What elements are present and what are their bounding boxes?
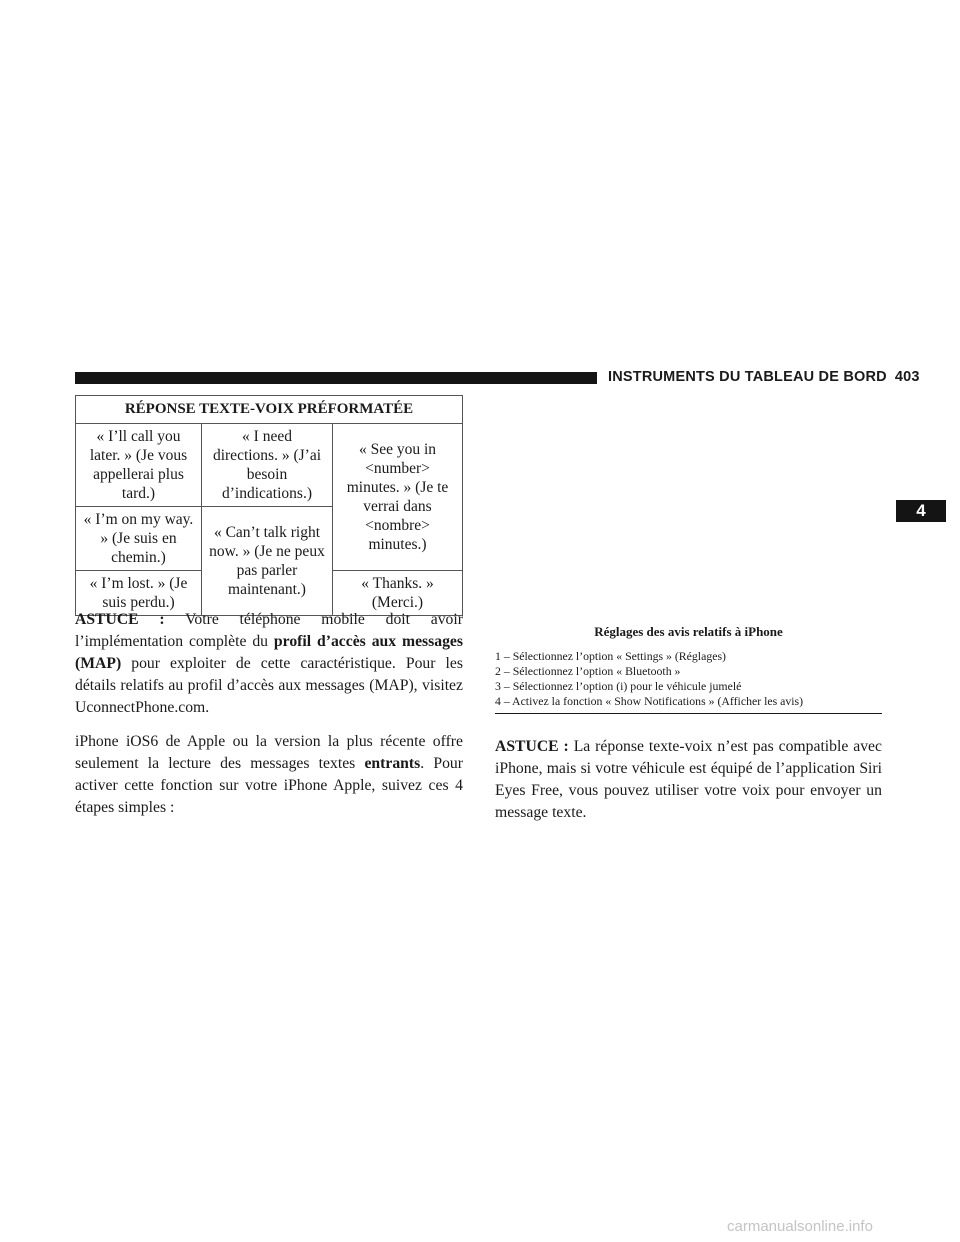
tip-paragraph xyxy=(495,736,882,824)
table-header-row xyxy=(76,396,463,424)
text-run: pour exploiter de cette caractéristique. Pour les détails relatifs au profil d’accès aux messages (MAP), visitez UconnectPhone.com. xyxy=(75,655,463,716)
left-body-text xyxy=(75,609,463,831)
section-title: INSTRUMENTS DU TABLEAU DE BORD xyxy=(608,369,887,385)
text-run: . Pour activer cette fonction sur votre iPhone Apple, suivez ces 4 étapes simples : xyxy=(75,755,463,816)
text-run: La réponse texte-voix n’est pas compatible avec iPhone, mais si votre véhicule est équipé de l’application Siri Eyes Free, vous pouvez utiliser votre voix pour envoyer un message texte. xyxy=(495,738,882,821)
table-cell: « I’m lost. » (Je suis perdu.) xyxy=(76,571,202,616)
text-run: iPhone iOS6 de Apple ou la version la plus récente offre seulement la lecture des messages textes xyxy=(75,733,463,772)
table-cell: « Can’t talk right now. » (Je ne peux pas parler maintenant.) xyxy=(202,507,333,616)
page-number: 403 xyxy=(894,369,920,385)
tip-paragraph xyxy=(75,609,463,719)
bold-term: entrants xyxy=(364,755,421,772)
table-cell: « See you in <number> minutes. » (Je te verrai dans <nombre> minutes.) xyxy=(333,424,463,571)
tip-label: ASTUCE : xyxy=(75,611,165,628)
watermark: carmanualsonline.info xyxy=(727,1218,873,1235)
table-title: RÉPONSE TEXTE-VOIX PRÉFORMATÉE xyxy=(76,396,463,424)
caption-item: 2 – Sélectionnez l’option « Bluetooth » xyxy=(495,664,681,678)
preset-replies-table xyxy=(75,395,463,616)
caption-item: 3 – Sélectionnez l’option (i) pour le véhicule jumelé xyxy=(495,679,742,693)
caption-item: 1 – Sélectionnez l’option « Settings » (Réglages) xyxy=(495,649,726,663)
table-cell: « I’m on my way. » (Je suis en chemin.) xyxy=(76,507,202,571)
text-run: Votre téléphone mobile doit avoir l’implémentation complète du xyxy=(75,611,463,650)
table-cell: « Thanks. » (Merci.) xyxy=(333,571,463,616)
caption-list xyxy=(495,649,882,709)
table-cell: « I need directions. » (J’ai besoin d’indications.) xyxy=(202,424,333,507)
caption-item: 4 – Activez la fonction « Show Notifications » (Afficher les avis) xyxy=(495,694,804,708)
tip-label: ASTUCE : xyxy=(495,738,569,755)
running-header xyxy=(608,369,920,385)
caption-rule xyxy=(495,713,882,714)
chapter-tab: 4 xyxy=(896,500,946,522)
caption-title: Réglages des avis relatifs à iPhone xyxy=(594,624,783,639)
bold-term: profil d’accès aux messages (MAP) xyxy=(75,633,463,672)
table-row xyxy=(76,424,463,507)
iphone-paragraph xyxy=(75,731,463,819)
right-body-text xyxy=(495,736,882,836)
header-rule xyxy=(75,372,597,384)
table-cell: « I’ll call you later. » (Je vous appellerai plus tard.) xyxy=(76,424,202,507)
figure-caption xyxy=(495,624,882,714)
